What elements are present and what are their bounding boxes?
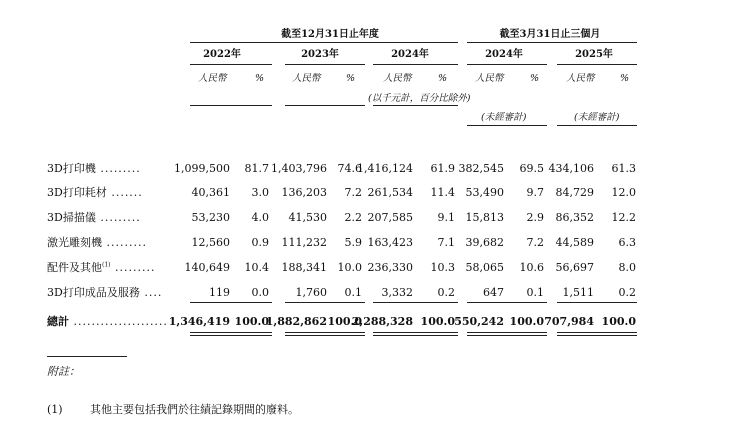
cell-amt-2024: 236,330 — [367, 261, 413, 274]
leader-dots: ......... — [110, 261, 156, 274]
row-label — [47, 212, 141, 223]
row-label — [47, 187, 143, 198]
cell-amt-2024-q1: 647 — [483, 286, 504, 299]
total-amt-2023: 1,882,862 — [265, 315, 327, 328]
year-rule-2025-q1 — [557, 64, 637, 65]
cell-amt-2024-q1: 58,065 — [465, 261, 504, 274]
percent-unit-2022: % — [255, 73, 265, 84]
total-double-rule-2022 — [190, 332, 272, 336]
unit-rule-2023 — [285, 105, 365, 106]
cell-amt-2023: 111,232 — [281, 236, 327, 249]
total-amt-2024-q1: 550,242 — [454, 315, 504, 328]
currency-unit-2023: 人民幣 — [292, 73, 321, 84]
total-double-rule-2024-q1 — [467, 332, 547, 336]
leader-dots: ....... — [106, 186, 143, 199]
cell-amt-2022: 119 — [209, 286, 230, 299]
year-header-2024-q1: 2024年 — [485, 49, 523, 60]
currency-unit-2024: 人民幣 — [383, 73, 412, 84]
cell-amt-2023: 1,760 — [295, 286, 327, 299]
total-double-rule-2024 — [373, 332, 458, 336]
year-header-2024: 2024年 — [391, 49, 429, 60]
row-label-text: 激光雕刻機 — [47, 236, 102, 249]
cell-amt-2023: 136,203 — [281, 186, 327, 199]
year-rule-2024-q1 — [467, 64, 547, 65]
year-header-2025-q1: 2025年 — [575, 49, 613, 60]
unit-note: (以千元計，百分比除外) — [368, 93, 471, 104]
total-amt-2025-q1: 707,984 — [544, 315, 594, 328]
cell-pct-2024-q1: 0.1 — [526, 286, 544, 299]
subtotal-rule-2023 — [285, 302, 365, 303]
total-label-text: 總計 — [47, 315, 69, 328]
cell-pct-2023: 10.0 — [337, 261, 362, 274]
unit-rule-2022 — [190, 105, 272, 106]
percent-unit-2024-q1: % — [530, 73, 540, 84]
row-label-text: 3D打印成品及服務 — [47, 286, 140, 299]
percent-unit-2023: % — [346, 73, 356, 84]
cell-amt-2023: 1,403,796 — [271, 162, 327, 175]
cell-pct-2022: 0.9 — [251, 236, 269, 249]
cell-pct-2024-q1: 7.2 — [526, 236, 544, 249]
subtotal-rule-2024-q1 — [467, 302, 547, 303]
cell-pct-2024: 9.1 — [437, 211, 455, 224]
percent-unit-2024: % — [438, 73, 448, 84]
cell-pct-2024: 7.1 — [437, 236, 455, 249]
year-header-2023: 2023年 — [301, 49, 339, 60]
cell-amt-2024-q1: 15,813 — [465, 211, 504, 224]
unit-rule-2024 — [373, 105, 458, 106]
annual-period-rule — [190, 42, 458, 43]
cell-amt-2024: 261,534 — [367, 186, 413, 199]
currency-unit-2022: 人民幣 — [198, 73, 227, 84]
total-pct-2022: 100.0 — [234, 315, 269, 328]
total-double-rule-2025-q1 — [557, 332, 637, 336]
currency-unit-2025-q1: 人民幣 — [566, 73, 595, 84]
row-label — [47, 287, 162, 298]
cell-pct-2023: 7.2 — [344, 186, 362, 199]
year-rule-2023 — [285, 64, 365, 65]
unaudited-note-2025: (未經審計) — [574, 112, 620, 123]
cell-pct-2023: 2.2 — [344, 211, 362, 224]
leader-dots: .... — [139, 286, 163, 299]
unit-rule-2025-q1 — [557, 125, 637, 126]
cell-pct-2025-q1: 61.3 — [611, 162, 636, 175]
total-double-rule-2023 — [285, 332, 365, 336]
cell-pct-2022: 0.0 — [251, 286, 269, 299]
cell-amt-2024-q1: 53,490 — [465, 186, 504, 199]
cell-pct-2023: 5.9 — [344, 236, 362, 249]
row-label-text: 3D打印機 — [47, 162, 96, 175]
cell-amt-2025-q1: 1,511 — [562, 286, 594, 299]
cell-pct-2025-q1: 8.0 — [618, 261, 636, 274]
cell-amt-2025-q1: 44,589 — [555, 236, 594, 249]
row-label — [47, 262, 155, 273]
cell-amt-2024-q1: 382,545 — [458, 162, 504, 175]
cell-amt-2022: 40,361 — [191, 186, 230, 199]
cell-amt-2024: 3,332 — [381, 286, 413, 299]
cell-amt-2025-q1: 84,729 — [555, 186, 594, 199]
cell-amt-2022: 140,649 — [184, 261, 230, 274]
cell-amt-2023: 188,341 — [281, 261, 327, 274]
year-rule-2024 — [373, 64, 458, 65]
leader-dots: ......... — [102, 236, 147, 249]
row-label — [47, 237, 147, 248]
cell-pct-2023: 0.1 — [344, 286, 362, 299]
total-pct-2024: 100.0 — [420, 315, 455, 328]
leader-dots: ......... — [95, 211, 141, 224]
cell-pct-2024-q1: 9.7 — [526, 186, 544, 199]
row-label-text: 3D掃描儀 — [47, 211, 96, 224]
unit-rule-2024-q1 — [467, 125, 547, 126]
cell-pct-2024-q1: 69.5 — [519, 162, 544, 175]
cell-amt-2025-q1: 56,697 — [555, 261, 594, 274]
cell-amt-2025-q1: 86,352 — [555, 211, 594, 224]
cell-pct-2024: 10.3 — [430, 261, 455, 274]
cell-pct-2024: 0.2 — [437, 286, 455, 299]
subtotal-rule-2025-q1 — [557, 302, 637, 303]
total-pct-2023: 100.0 — [327, 315, 362, 328]
cell-pct-2024-q1: 10.6 — [519, 261, 544, 274]
quarter-period-rule — [467, 42, 637, 43]
cell-pct-2022: 3.0 — [251, 186, 269, 199]
footnote-reference: (1) — [102, 261, 111, 269]
cell-pct-2025-q1: 12.0 — [611, 186, 636, 199]
footnote-separator — [47, 356, 127, 357]
unaudited-note-2024: (未經審計) — [481, 112, 527, 123]
subtotal-rule-2022 — [190, 302, 272, 303]
row-label — [47, 163, 141, 174]
cell-amt-2022: 53,230 — [191, 211, 230, 224]
cell-pct-2022: 81.7 — [244, 162, 269, 175]
footnote-heading: 附註： — [47, 365, 80, 378]
cell-pct-2025-q1: 0.2 — [618, 286, 636, 299]
quarter-period-header: 截至3月31日止三個月 — [499, 29, 601, 40]
cell-pct-2025-q1: 6.3 — [618, 236, 636, 249]
cell-amt-2024: 163,423 — [367, 236, 413, 249]
cell-pct-2024-q1: 2.9 — [526, 211, 544, 224]
cell-amt-2022: 1,099,500 — [174, 162, 230, 175]
total-label: 總計 ..................... — [47, 315, 168, 328]
subtotal-rule-2024 — [373, 302, 458, 303]
total-pct-2024-q1: 100.0 — [509, 315, 544, 328]
cell-pct-2023: 74.6 — [337, 162, 362, 175]
year-header-2022: 2022年 — [203, 49, 241, 60]
total-amt-2022: 1,346,419 — [168, 315, 230, 328]
row-label-text: 3D打印耗材 — [47, 186, 107, 199]
year-rule-2022 — [190, 64, 272, 65]
cell-amt-2023: 41,530 — [288, 211, 327, 224]
footnote-text: 其他主要包括我們於往績記錄期間的廢料。 — [90, 403, 299, 416]
cell-amt-2024: 207,585 — [367, 211, 413, 224]
footnote-marker: (1) — [47, 403, 63, 416]
cell-amt-2024-q1: 39,682 — [465, 236, 504, 249]
cell-amt-2022: 12,560 — [191, 236, 230, 249]
percent-unit-2025-q1: % — [620, 73, 630, 84]
total-pct-2025-q1: 100.0 — [601, 315, 636, 328]
total-amt-2024: 2,288,328 — [351, 315, 413, 328]
cell-pct-2025-q1: 12.2 — [611, 211, 636, 224]
currency-unit-2024-q1: 人民幣 — [475, 73, 504, 84]
cell-amt-2024: 1,416,124 — [357, 162, 413, 175]
row-label-text: 配件及其他 — [47, 261, 102, 274]
leader-dots: ......... — [95, 162, 141, 175]
annual-period-header: 截至12月31日止年度 — [281, 29, 379, 40]
cell-amt-2025-q1: 434,106 — [548, 162, 594, 175]
cell-pct-2022: 4.0 — [251, 211, 269, 224]
cell-pct-2024: 11.4 — [430, 186, 455, 199]
cell-pct-2024: 61.9 — [430, 162, 455, 175]
cell-pct-2022: 10.4 — [244, 261, 269, 274]
